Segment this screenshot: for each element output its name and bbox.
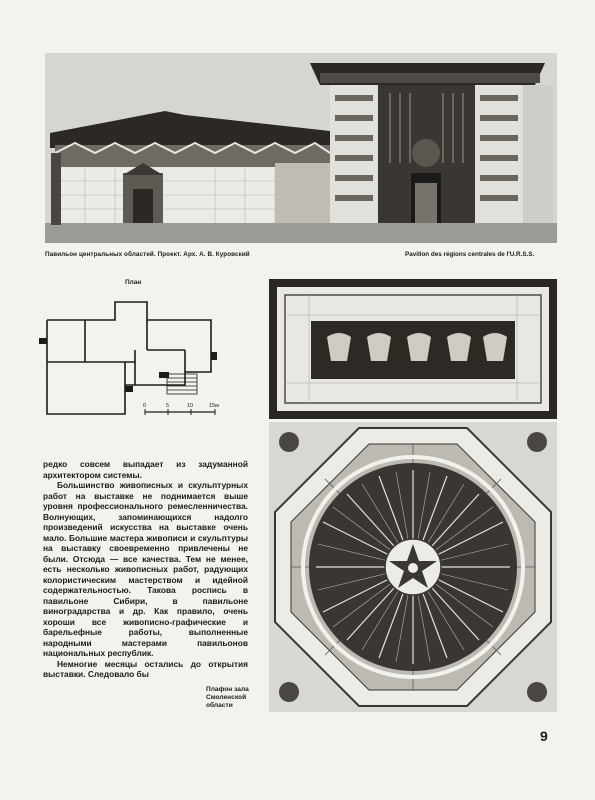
scale-tick-15: 15м (209, 403, 219, 409)
elevation-caption-french: Pavillon des régions centrales de l'U.R.S.S. (405, 251, 535, 258)
scale-tick-10: 10 (187, 403, 194, 409)
elevation-caption-russian: Павильон центральных областей. Проект. Арх. А. В. Куровский (45, 251, 250, 258)
plafond-ceiling-drawing (269, 422, 557, 712)
pavilion-elevation-drawing (45, 53, 557, 243)
scale-tick-5: 5 (166, 403, 170, 409)
paragraph-2: Большинство живописных и скульптурных работ на выставке не поднимается выше уровня профессионального ремесленничества. Волнующих, запоминающихся надолго произведений искусства на выставке очень мало. Большие мастера живописи и скульптуры на выставку своевременно привлечены не были. Отсюда — все качества. Тем не менее, есть несколько живописных работ, радующих колористическим мастерством и идейной содержательностью. Такова роспись в павильоне Сибири, в павильоне виноградарства и др. Как правило, очень хороши все живописно-графические и барельефные работы, выполненные народными мастерами павильонов национальных республик. (43, 480, 248, 658)
paragraph-3: Немногие месяцы остались до открытия выставки. Следовало бы (43, 658, 248, 679)
ceiling-ornament-top (269, 279, 557, 419)
paragraph-1: редко совсем выпадает из задуманной архитектором системы. (43, 459, 248, 480)
scale-tick-0: 0 (143, 403, 147, 409)
article-body-text (43, 459, 248, 680)
plafond-caption: Плафон зала Смоленской области (206, 686, 249, 709)
floor-plan-drawing (35, 290, 235, 425)
plan-title: План (125, 279, 142, 286)
page-number: 9 (540, 728, 548, 744)
